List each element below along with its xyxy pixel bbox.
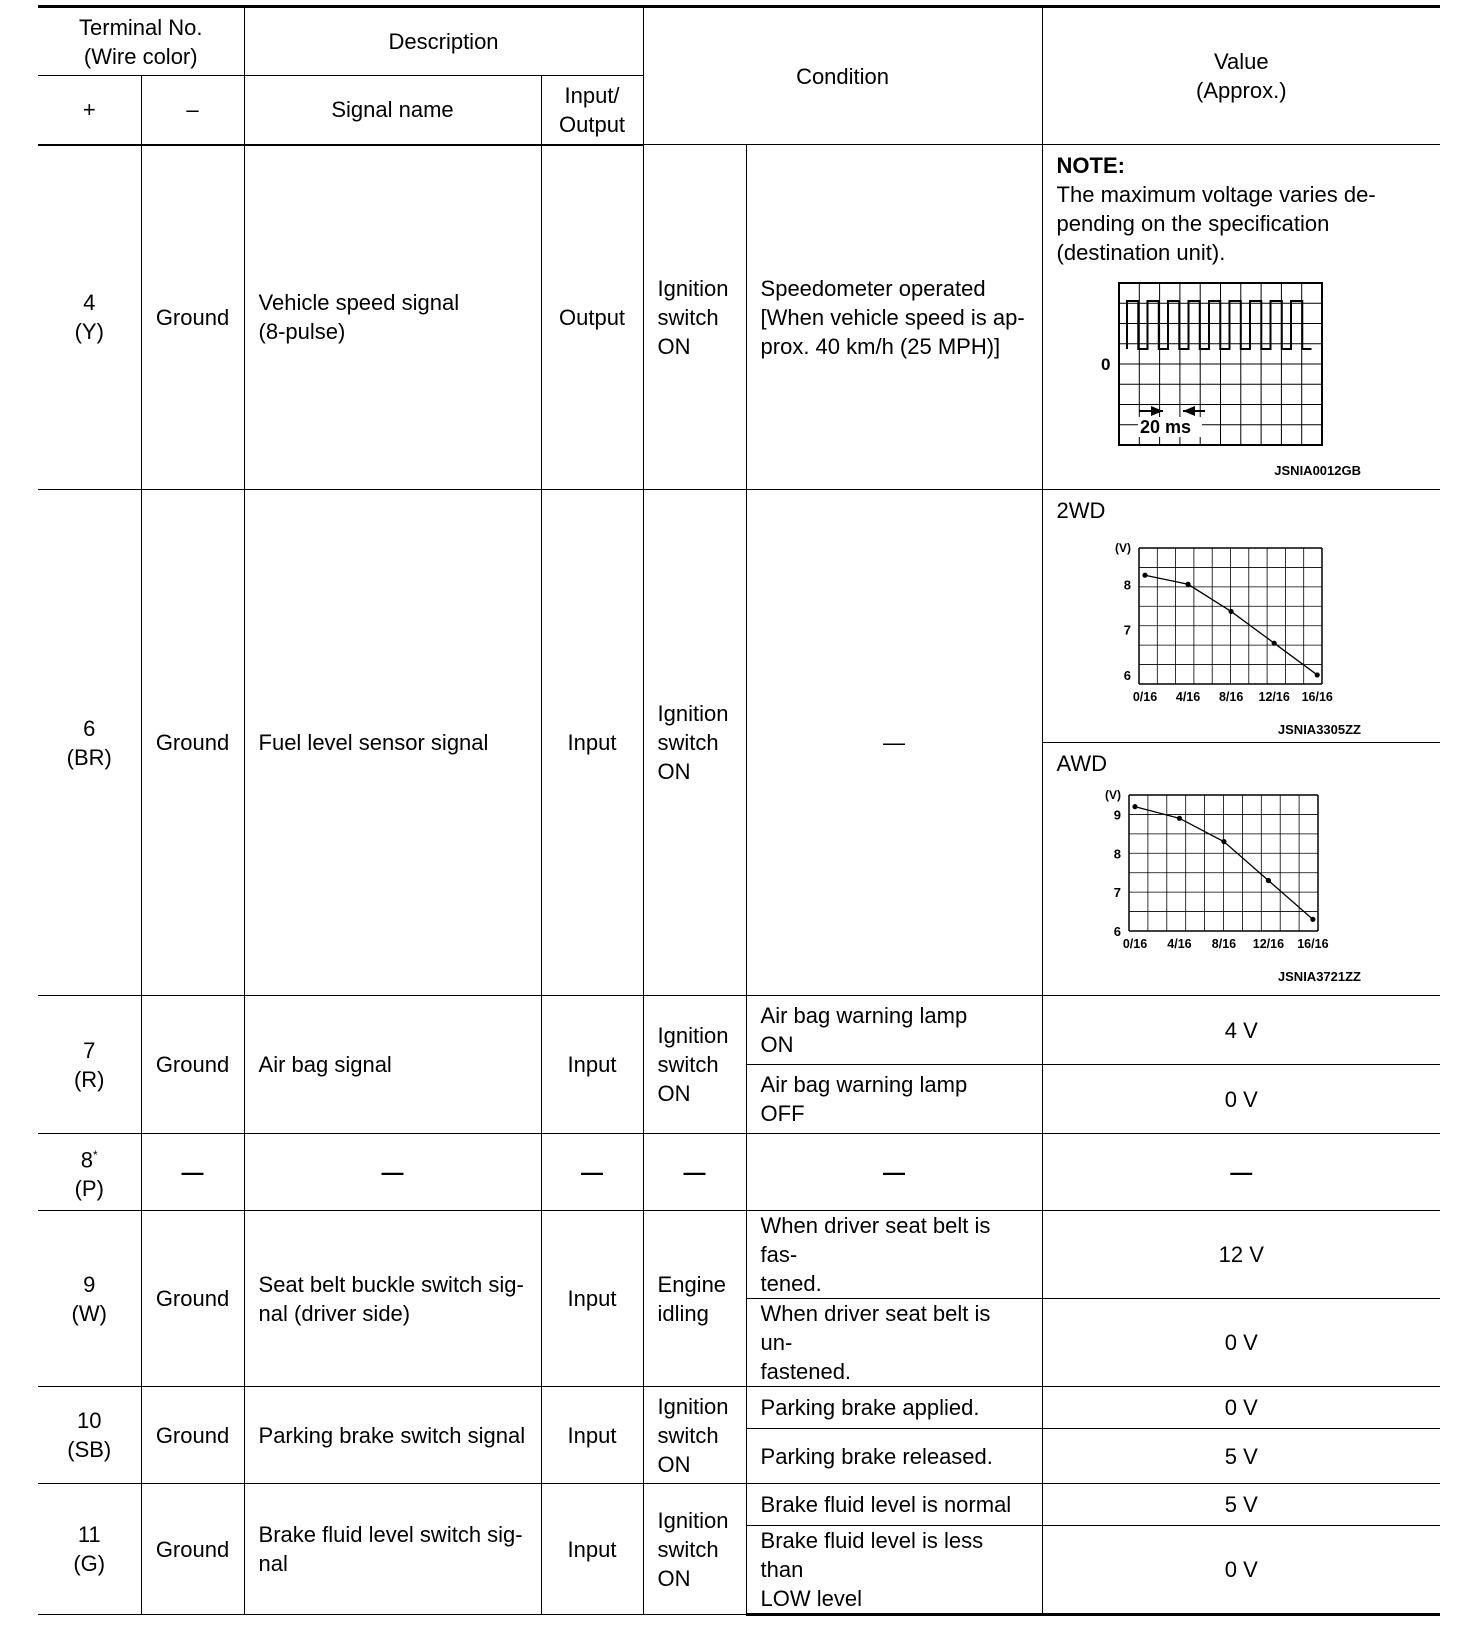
wire-color: (G)	[73, 1551, 106, 1576]
wire-color: (BR)	[66, 744, 112, 770]
value-cell: 0 V	[1042, 1387, 1440, 1429]
figure-code: JSNIA3305ZZ	[1277, 722, 1361, 735]
terminal-number: 10	[77, 1408, 102, 1433]
figure-code: JSNIA0012GB	[1273, 463, 1361, 478]
signal-name-cell: Fuel level sensor signal	[244, 490, 541, 996]
header-description: Description	[244, 7, 643, 76]
value-cell: 12 V	[1042, 1211, 1440, 1299]
terminal-spec-table	[38, 5, 1440, 1616]
terminal-number: 4	[83, 290, 96, 316]
pulse-signal-line	[1127, 301, 1312, 349]
terminal-cell	[38, 1211, 141, 1387]
wire-color: (R)	[73, 1066, 105, 1092]
wire-color: (Y)	[74, 319, 104, 345]
series-line	[1135, 807, 1313, 920]
table-row	[38, 145, 1440, 490]
x-tick-label: 8/16	[1211, 937, 1236, 951]
condition-main-cell: Ignition switch ON	[643, 1484, 746, 1615]
pulse-waveform-figure	[1043, 267, 1441, 489]
signal-name-cell: Vehicle speed signal (8-pulse)	[244, 145, 541, 490]
x-tick-label: 12/16	[1258, 690, 1290, 704]
table-row	[38, 1387, 1440, 1429]
terminal-number: 9	[83, 1271, 96, 1297]
table-row	[38, 490, 1440, 996]
data-point	[1142, 573, 1147, 578]
condition-detail-cell: When driver seat belt is un- fastened.	[746, 1299, 1042, 1387]
y-tick-label: 8	[1113, 846, 1121, 862]
data-point	[1310, 917, 1315, 922]
minus-cell: Ground	[141, 145, 244, 490]
value-cell: 4 V	[1042, 996, 1440, 1065]
data-point	[1176, 816, 1181, 821]
condition-detail-cell: Parking brake applied.	[746, 1387, 1042, 1429]
terminal-cell	[38, 145, 141, 490]
condition-main-cell: Ignition switch ON	[643, 490, 746, 996]
y-tick-label: 9	[1113, 807, 1121, 823]
x-tick-label: 4/16	[1166, 937, 1192, 951]
data-point	[1132, 804, 1137, 809]
condition-detail-cell: Brake fluid level is normal	[746, 1484, 1042, 1526]
scale-label: 20 ms	[1139, 417, 1191, 437]
condition-detail-cell: When driver seat belt is fas- tened.	[746, 1211, 1042, 1299]
data-point	[1221, 839, 1226, 844]
header-plus: +	[38, 76, 141, 145]
terminal-cell	[38, 1387, 141, 1484]
condition-detail-cell: Air bag warning lamp OFF	[746, 1065, 1042, 1134]
io-cell: —	[541, 1134, 643, 1211]
terminal-cell	[38, 1484, 141, 1615]
header-input-output: Input/ Output	[541, 76, 643, 145]
minus-cell: Ground	[141, 1387, 244, 1484]
terminal-cell	[38, 996, 141, 1134]
y-tick-label: 7	[1113, 885, 1121, 901]
table-row	[38, 996, 1440, 1065]
scale-arrowhead-left	[1151, 406, 1163, 416]
wire-color: (SB)	[67, 1437, 112, 1462]
x-tick-label: 12/16	[1252, 937, 1284, 951]
scale-arrowhead-right	[1183, 406, 1195, 416]
header-value	[1042, 7, 1440, 145]
signal-name-cell: Parking brake switch signal	[244, 1387, 541, 1484]
x-tick-label: 0/16	[1132, 690, 1157, 704]
terminal-number: 8	[80, 1147, 94, 1173]
wire-color: (P)	[74, 1176, 104, 1202]
header-signal-name: Signal name	[244, 76, 541, 145]
value-cell	[1042, 490, 1440, 996]
sub-2wd	[1043, 490, 1441, 742]
condition-main-cell: —	[643, 1134, 746, 1211]
sub-awd	[1043, 742, 1441, 995]
terminal-number: 7	[83, 1037, 96, 1063]
figure-code: JSNIA3721ZZ	[1277, 969, 1361, 984]
wire-color: (W)	[71, 1300, 107, 1326]
header-minus: –	[141, 76, 244, 145]
header-value-label: Value	[1213, 49, 1269, 74]
signal-name-cell: —	[244, 1134, 541, 1211]
terminal-number: 11	[77, 1522, 101, 1547]
header-wire-color: (Wire color)	[83, 43, 198, 69]
value-cell: 0 V	[1042, 1526, 1440, 1615]
note-heading: NOTE:	[1056, 153, 1125, 178]
condition-detail-cell: Brake fluid level is less than LOW level	[746, 1526, 1042, 1615]
io-cell: Input	[541, 1484, 643, 1615]
y-axis-unit: (V)	[1104, 788, 1121, 802]
value-cell: —	[1042, 1134, 1440, 1211]
io-cell: Input	[541, 1211, 643, 1387]
condition-detail-cell: —	[746, 1134, 1042, 1211]
footnote-star: *	[93, 1147, 98, 1162]
data-point	[1314, 672, 1319, 677]
condition-main-cell: Engine idling	[643, 1211, 746, 1387]
minus-cell: Ground	[141, 1211, 244, 1387]
note-text: The maximum voltage varies de- pending on the specification (destination unit).	[1056, 182, 1376, 265]
condition-main-cell: Ignition switch ON	[643, 1387, 746, 1484]
condition-detail-cell: Air bag warning lamp ON	[746, 996, 1042, 1065]
x-tick-label: 4/16	[1175, 690, 1200, 704]
data-point	[1185, 582, 1190, 587]
chart-2wd	[1043, 525, 1441, 735]
value-cell: 5 V	[1042, 1484, 1440, 1526]
data-point	[1265, 878, 1270, 883]
minus-cell: Ground	[141, 996, 244, 1134]
condition-detail-cell: —	[746, 490, 1042, 996]
condition-main-cell: Ignition switch ON	[643, 145, 746, 490]
series-line	[1145, 575, 1317, 675]
chart-awd	[1043, 778, 1441, 988]
y-tick-label: 6	[1113, 924, 1121, 939]
value-cell: 5 V	[1042, 1429, 1440, 1484]
signal-name-cell: Air bag signal	[244, 996, 541, 1134]
io-cell: Input	[541, 996, 643, 1134]
terminal-cell	[38, 1134, 141, 1211]
header-terminal-label: Terminal No.	[79, 14, 203, 40]
header-condition: Condition	[643, 7, 1042, 145]
minus-cell: Ground	[141, 1484, 244, 1615]
x-tick-label: 8/16	[1218, 690, 1243, 704]
table-row	[38, 1134, 1440, 1211]
condition-detail-cell: Parking brake released.	[746, 1429, 1042, 1484]
y-tick-label: 6	[1123, 667, 1131, 683]
condition-detail-cell: Speedometer operated [When vehicle speed is ap- prox. 40 km/h (25 MPH)]	[746, 145, 1042, 490]
y-axis-unit: (V)	[1114, 541, 1131, 555]
condition-main-cell: Ignition switch ON	[643, 996, 746, 1134]
zero-label: 0	[1100, 355, 1111, 374]
signal-name-cell: Seat belt buckle switch sig- nal (driver side)	[244, 1211, 541, 1387]
y-tick-label: 8	[1123, 577, 1131, 593]
y-tick-label: 7	[1123, 622, 1131, 638]
value-cell	[1042, 145, 1440, 490]
minus-cell: Ground	[141, 490, 244, 996]
x-tick-label: 16/16	[1301, 690, 1333, 704]
x-tick-label: 0/16	[1122, 937, 1147, 951]
data-point	[1271, 641, 1276, 646]
io-cell: Output	[541, 145, 643, 490]
x-tick-label: 16/16	[1296, 937, 1329, 951]
terminal-number: 6	[83, 715, 96, 741]
value-cell: 0 V	[1042, 1299, 1440, 1387]
terminal-cell	[38, 490, 141, 996]
table-row	[38, 1484, 1440, 1526]
minus-cell: —	[141, 1134, 244, 1211]
data-point	[1228, 609, 1233, 614]
sub-label-awd: AWD	[1056, 751, 1108, 776]
signal-name-cell: Brake fluid level switch sig- nal	[244, 1484, 541, 1615]
sub-label-2wd: 2WD	[1056, 498, 1106, 523]
table-row	[38, 1211, 1440, 1299]
value-cell: 0 V	[1042, 1065, 1440, 1134]
io-cell: Input	[541, 1387, 643, 1484]
header-terminal-no	[38, 7, 244, 76]
io-cell: Input	[541, 490, 643, 996]
header-approx: (Approx.)	[1196, 78, 1287, 103]
